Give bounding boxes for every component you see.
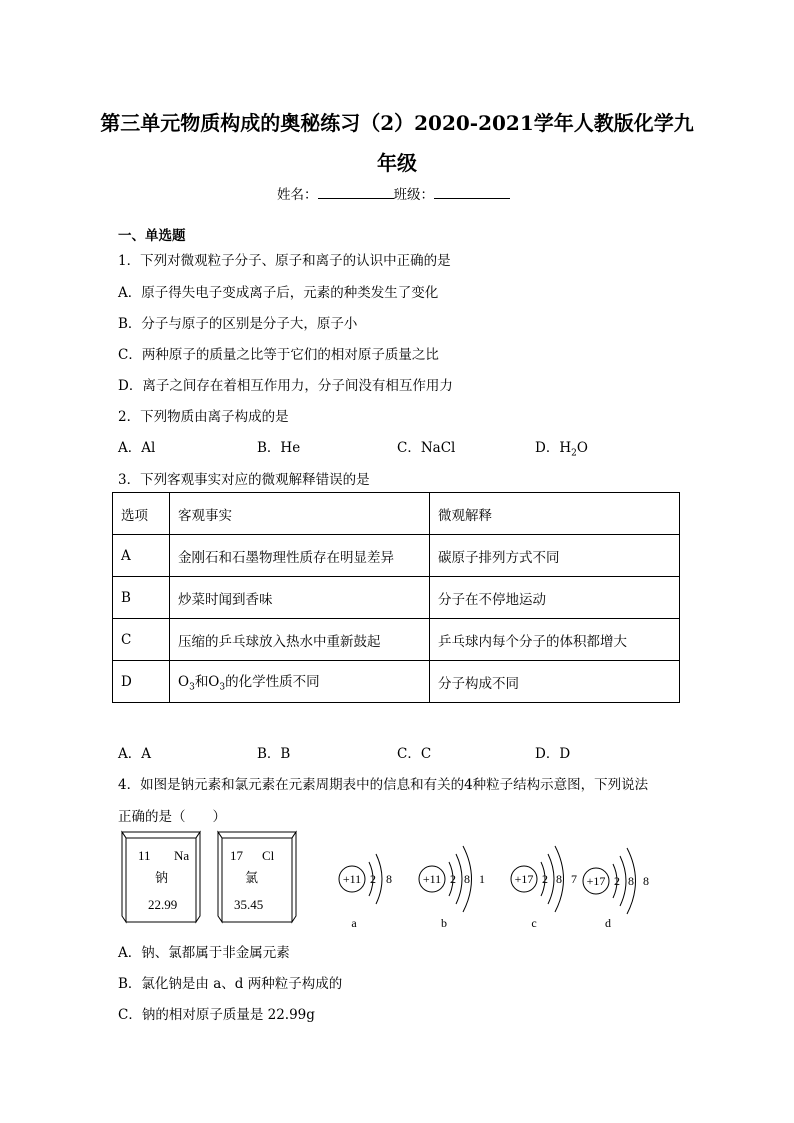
- q1-option-b[interactable]: B．分子与原子的区别是分子大，原子小: [118, 316, 358, 332]
- table-cell: 乒乓球内每个分子的体积都增大: [430, 619, 680, 661]
- table-cell: 碳原子排列方式不同: [430, 535, 680, 577]
- particle-a-label: a: [351, 916, 357, 930]
- table-cell: C: [113, 619, 170, 661]
- chlorine-number: 17: [230, 848, 243, 863]
- q2-option-c[interactable]: C．NaCl: [397, 440, 456, 456]
- class-label: 班级：: [393, 187, 434, 203]
- chlorine-symbol: Cl: [262, 848, 275, 863]
- svg-text:8: 8: [628, 874, 634, 888]
- sodium-mass: 22.99: [148, 897, 178, 912]
- q3-option-d[interactable]: D．D: [535, 746, 571, 762]
- svg-text:8: 8: [556, 872, 562, 886]
- table-cell: B: [113, 577, 170, 619]
- q4-stem-line1: 4．如图是钠元素和氯元素在元素周期表中的信息和有关的4种粒子结构示意图，下列说法: [118, 777, 649, 793]
- svg-text:+11: +11: [422, 872, 442, 886]
- q3-option-c[interactable]: C．C: [397, 746, 432, 762]
- chlorine-mass: 35.45: [234, 897, 264, 912]
- table-header: 选项: [113, 493, 170, 535]
- table-cell: 金刚石和石墨物理性质存在明显差异: [170, 535, 430, 577]
- sodium-symbol: Na: [174, 848, 190, 863]
- particle-b-label: b: [441, 916, 447, 930]
- chlorine-name: 氯: [245, 871, 259, 886]
- svg-text:+11: +11: [342, 872, 362, 886]
- q1-option-d[interactable]: D．离子之间存在着相互作用力，分子间没有相互作用力: [118, 378, 453, 394]
- sodium-name: 钠: [155, 871, 169, 886]
- q3-option-a[interactable]: A．A: [118, 746, 151, 762]
- page-title: 第三单元物质构成的奥秘练习（2）2020-2021学年人教版化学九: [100, 111, 694, 135]
- table-cell: 压缩的乒乓球放入热水中重新鼓起: [170, 619, 430, 661]
- student-info: [277, 183, 510, 203]
- svg-text:2: 2: [370, 872, 376, 886]
- q4-option-c[interactable]: C．钠的相对原子质量是 22.99g: [118, 1007, 315, 1023]
- svg-text:8: 8: [464, 872, 470, 886]
- table-header: 客观事实: [170, 493, 430, 535]
- q2-option-d[interactable]: D．$H_2O$: [535, 440, 588, 459]
- sodium-number: 11: [138, 848, 151, 863]
- q1-option-c[interactable]: C．两种原子的质量之比等于它们的相对原子质量之比: [118, 347, 439, 363]
- svg-text:7: 7: [571, 872, 577, 886]
- q3-table: [112, 492, 680, 703]
- table-row: [113, 535, 680, 577]
- table-cell: 分子构成不同: [430, 661, 680, 703]
- svg-text:2: 2: [614, 874, 620, 888]
- particle-b: [419, 846, 485, 930]
- svg-text:+17: +17: [586, 874, 606, 888]
- page-title-line2: 年级: [377, 151, 417, 175]
- q1-stem: 1．下列对微观粒子分子、原子和离子的认识中正确的是: [118, 253, 451, 269]
- table-row: [113, 577, 680, 619]
- table-header-row: [113, 493, 680, 535]
- class-blank[interactable]: [434, 186, 510, 199]
- table-row: [113, 661, 680, 703]
- particle-d: [583, 848, 649, 930]
- table-row: [113, 619, 680, 661]
- section-heading: 一、单选题: [118, 228, 186, 244]
- q2-option-a[interactable]: A．Al: [118, 440, 156, 456]
- q4-stem-line2: 正确的是（ ）: [118, 809, 226, 825]
- table-cell: A: [113, 535, 170, 577]
- svg-text:2: 2: [542, 872, 548, 886]
- q3-option-b[interactable]: B．B: [257, 746, 291, 762]
- svg-text:+17: +17: [514, 872, 534, 886]
- element-cards-figure: [112, 828, 308, 928]
- svg-text:8: 8: [643, 874, 649, 888]
- name-blank[interactable]: [318, 186, 394, 199]
- particle-c-label: c: [531, 916, 537, 930]
- particle-d-label: d: [605, 916, 611, 930]
- table-cell: D: [113, 661, 170, 703]
- q3-stem: 3．下列客观事实对应的微观解释错误的是: [118, 472, 370, 488]
- particle-a: [339, 854, 392, 930]
- particle-c: [511, 846, 577, 930]
- svg-text:1: 1: [479, 872, 485, 886]
- q4-option-b[interactable]: B．氯化钠是由 a、d 两种粒子构成的: [118, 976, 343, 992]
- table-cell: 分子在不停地运动: [430, 577, 680, 619]
- table-cell: $O_3$和$O_3$的化学性质不同: [170, 661, 430, 703]
- q4-option-a[interactable]: A．钠、氯都属于非金属元素: [118, 945, 290, 961]
- q2-stem: 2．下列物质由离子构成的是: [118, 409, 289, 425]
- svg-text:2: 2: [450, 872, 456, 886]
- q1-option-a[interactable]: A．原子得失电子变成离子后，元素的种类发生了变化: [118, 285, 439, 301]
- element-card-chlorine: [218, 832, 296, 922]
- particle-diagrams-figure: [330, 828, 670, 936]
- name-label: 姓名：: [277, 187, 318, 203]
- svg-text:8: 8: [386, 872, 392, 886]
- q2-option-b[interactable]: B．He: [257, 440, 301, 456]
- table-header: 微观解释: [430, 493, 680, 535]
- element-card-sodium: [122, 832, 200, 922]
- table-cell: 炒菜时闻到香味: [170, 577, 430, 619]
